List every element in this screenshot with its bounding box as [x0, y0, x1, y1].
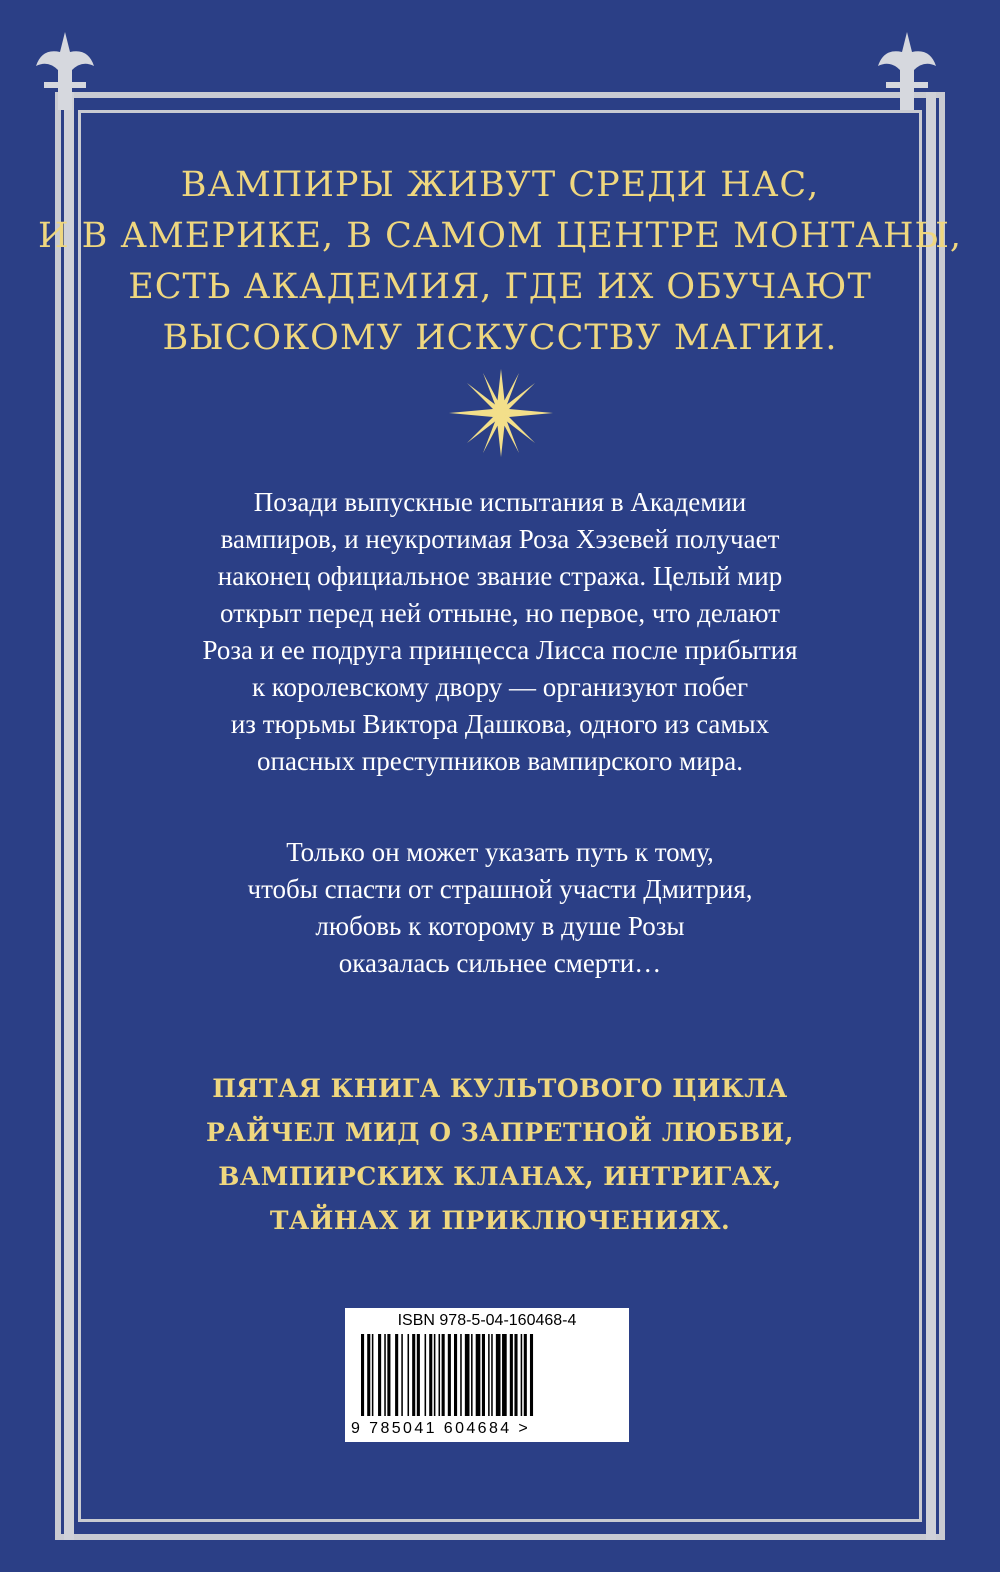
barcode-icon	[357, 1334, 617, 1418]
description-paragraph-1	[0, 484, 1000, 780]
text-line: вампиров, и неукротимая Роза Хэзевей получает	[220, 524, 780, 554]
barcode-bar	[417, 1334, 420, 1416]
barcode-bar	[471, 1334, 473, 1416]
barcode-bar	[429, 1334, 432, 1416]
barcode-bar	[378, 1334, 381, 1416]
text-line: к королевскому двору — организуют побег	[251, 672, 749, 702]
barcode-bar	[496, 1334, 501, 1416]
barcode-bar	[442, 1334, 445, 1416]
text-line: открыт перед ней отныне, но первое, что делают	[220, 598, 780, 628]
tagline-line: ВАМПИРСКИХ КЛАНАХ, ИНТРИГАХ,	[218, 1162, 782, 1191]
headline-line: ВАМПИРЫ ЖИВУТ СРЕДИ НАС,	[180, 165, 820, 205]
tagline-line: ТАЙНАХ И ПРИКЛЮЧЕНИЯХ.	[269, 1206, 731, 1235]
barcode-bar	[521, 1334, 523, 1416]
text-line: опасных преступников вампирского мира.	[257, 746, 743, 776]
text-line: любовь к которому в душе Розы	[315, 911, 685, 941]
tagline	[0, 1067, 1000, 1243]
barcode-bar	[488, 1334, 490, 1416]
barcode-bar	[465, 1334, 470, 1416]
barcode-bar	[384, 1334, 386, 1416]
text-line: оказалась сильнее смерти…	[338, 948, 662, 978]
text-line: из тюрьмы Виктора Дашкова, одного из самых	[230, 709, 770, 739]
barcode-bar	[387, 1334, 390, 1416]
text-line: Роза и ее подруга принцесса Лисса после прибытия	[202, 635, 798, 665]
barcode-bar	[491, 1334, 493, 1416]
barcode-bar	[395, 1334, 398, 1416]
barcode-block	[345, 1308, 629, 1442]
tagline-line: РАЙЧЕЛ МИД О ЗАПРЕТНОЙ ЛЮБВИ,	[206, 1118, 794, 1147]
barcode-bar	[510, 1334, 513, 1416]
fleur-de-lis-icon	[30, 30, 100, 110]
text-line: наконец официальное звание стража. Целый мир	[217, 561, 783, 591]
text-line: Позади выпускные испытания в Академии	[253, 487, 747, 517]
barcode-bar	[448, 1334, 451, 1416]
barcode-bar	[408, 1334, 410, 1416]
barcode-bar	[502, 1334, 507, 1416]
headline-line: И В АМЕРИКЕ, В САМОМ ЦЕНТРЕ МОНТАНЫ,	[37, 216, 963, 256]
barcode-bar	[439, 1334, 441, 1416]
barcode-bar	[425, 1334, 427, 1416]
barcode-bar	[530, 1334, 533, 1416]
barcode-bar	[412, 1334, 415, 1416]
barcode-bar	[434, 1334, 436, 1416]
text-line: Только он может указать путь к тому,	[286, 837, 714, 867]
barcode-bar	[524, 1334, 527, 1416]
barcode-bar	[454, 1334, 457, 1416]
barcode-bar	[514, 1334, 517, 1416]
tagline-line: ПЯТАЯ КНИГА КУЛЬТОВОГО ЦИКЛА	[212, 1074, 788, 1103]
barcode-bar	[361, 1334, 364, 1416]
headline-line: ЕСТЬ АКАДЕМИЯ, ГДЕ ИХ ОБУЧАЮТ	[128, 267, 872, 307]
barcode-bar	[476, 1334, 481, 1416]
isbn-label: ISBN 978-5-04-160468-4	[397, 1312, 577, 1329]
barcode-bar	[401, 1334, 403, 1416]
barcode-bar	[367, 1334, 370, 1416]
barcode-bar	[482, 1334, 485, 1416]
ean-digits: 9 785041 604684 >	[351, 1420, 531, 1437]
text-line: чтобы спасти от страшной участи Дмитрия,	[247, 874, 753, 904]
barcode-bar	[372, 1334, 374, 1416]
sun-star-icon	[446, 368, 556, 458]
description-paragraph-2	[0, 834, 1000, 982]
headline-line: ВЫСОКОМУ ИСКУССТВУ МАГИИ.	[162, 318, 838, 358]
fleur-de-lis-icon	[872, 30, 942, 110]
barcode-bar	[460, 1334, 462, 1416]
headline	[0, 160, 1000, 364]
